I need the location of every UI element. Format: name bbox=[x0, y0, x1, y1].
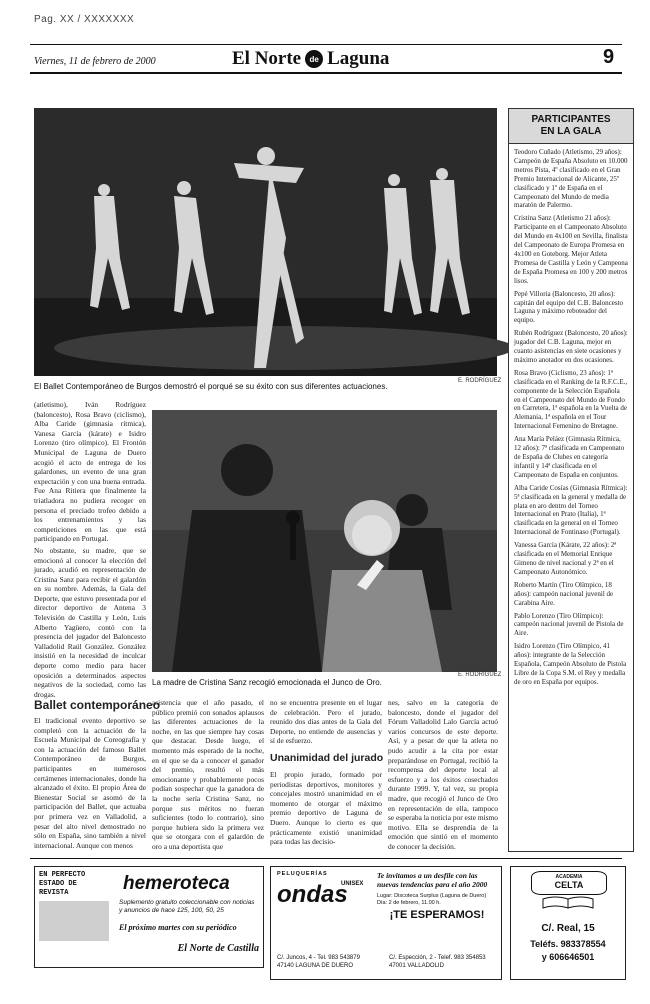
issue-date: Viernes, 11 de febrero de 2000 bbox=[34, 56, 156, 67]
left-article-column bbox=[34, 400, 146, 699]
ballet-col-1: El tradicional evento deportivo se completó con la actuación de la Escuela Municipal de Coreografía y con la actuación del famoso Ballet Contemporáneo de Burgos, participantes en numerosos certámenes internacionales, donde ha alcanzado el éxito. El propio Área de Bienestar Social se asomó de la participación del Ballet, que actuaba por primera vez en Valladolid, a pesar del alto nivel demostrado no sólo en España, sino también a nivel internacional. Aunque con menos bbox=[34, 716, 146, 850]
hemeroteca-paper: El Norte de Castilla bbox=[177, 943, 259, 954]
sidebar-title-line-2: EN LA GALA bbox=[540, 126, 602, 137]
ondas-date: Día: 2 de febrero, 11.00 h. bbox=[377, 900, 441, 906]
left-paragraph-1: (atletismo), Iván Rodríguez (baloncesto), Rosa Bravo (ciclismo), Alba Caride (gimnasia rítmica), Vanesa García (kárate) e Isidro Lorenzo (tiro olímpico). El Frontón Municipal de Laguna de Duero acogió el acto de entrega de los galardones, un evento de una gran expectación y con una buena entrada. Fue Ana Ritiera que finalmente la triatladora no pudiera recoger en persona el preciado trofeo debido a los entrenamientos y las competiciones en las que está participando en Portugal. bbox=[34, 400, 146, 544]
ondas-address-1-line-2: 47140 LAGUNA DE DUERO bbox=[277, 962, 354, 969]
celta-phone-2: y 606646501 bbox=[541, 952, 595, 962]
celta-logo bbox=[531, 871, 607, 895]
celta-sub: ACADEMIA bbox=[555, 874, 583, 880]
ballet-col-4: nes, salvo en la categoría de baloncesto, donde el jugador del Fórum Valladolid Lalo García actuó varios concursos de este deporte. Así, y a pesar de que la atleta no pudo acudir a la cita por estar preparándose en Portugal, recibió la recompensa del deporte local al esfuerzo y a los éxitos cosechados durante 1999. Y, tal vez, su propia madre, que recogió el Junco de Oro en representación de ella, tampoco se esperaba la noticia por este mismo motivo. Ella se desprendía de la emoción que sintió en el momento de conocer la decisión. bbox=[388, 698, 499, 851]
participant-entry: Alba Caride Cosías (Gimnasia Rítmica): 5ª clasificada en la general y medalla de plata en aro dentro del Torneo Internacional en Prato (Italia), 1ª clasificada en la general en el Torneo Internacional de Fontinaso (Portugal). bbox=[514, 483, 628, 537]
main-photo-credit: E. RODRÍGUEZ bbox=[458, 378, 502, 384]
award-photo-caption: La madre de Cristina Sanz recogió emocionada el Junco de Oro. bbox=[152, 678, 382, 687]
page-label: Pag. XX / XXXXXXX bbox=[34, 14, 135, 25]
ondas-brand: ondas bbox=[277, 881, 348, 908]
participant-entry: Cristina Sanz (Atletismo 21 años): Participante en el Campeonato Absoluto del Mundo en 4x100 en Sevilla, finalista del Campeonato de Europa Promesa en 4x100 en Goteborg. Mejor Atleta Promesa de Castilla y León y Campeona de España Promesa en 100 y 200 metros lisos. bbox=[514, 214, 628, 285]
celta-address: C/. Real, 15 bbox=[541, 923, 595, 934]
participant-entry: Teodoro Cuñado (Atletismo, 29 años): Campeón de España Absoluto en 10.000 metros Pista, 4º clasificado en el Gran Premio Internacional de Alicante, 25º clasificado y 1º de España en el Campeonato del Mundo de media maratón de Palermo. bbox=[514, 148, 628, 210]
main-photo bbox=[34, 108, 497, 376]
ondas-headline bbox=[377, 871, 497, 889]
ondas-cta: ¡TE ESPERAMOS! bbox=[389, 909, 485, 921]
ballet-heading: Ballet contemporáneo bbox=[34, 698, 161, 712]
sidebar-title bbox=[509, 109, 633, 144]
left-paragraph-2: No obstante, su madre, que se emocionó al conocer la elección del jurado, acudió en representación de Cristina Sanz para recibir el galardón en su nombre. Además, la Gala del Deporte, que estuvo presentada por el director deportivo de Antena 3 Televisión de Castilla y León, Luis Alberto Yagüero, contó con la presencia del jugador del Baloncesto Valladolid Raúl González. González insistió en la necesidad de inculcar deporte como medio para hacer oposición a determinados aspectos negativos de la sociedad, como las drogas. bbox=[34, 545, 146, 699]
award-photo-credit: E. RODRÍGUEZ bbox=[458, 672, 502, 678]
ballet-dancers-image bbox=[34, 108, 497, 376]
ondas-headline-2: nuevas tendencias para el año 2000 bbox=[377, 880, 488, 889]
sidebar-title-line-1: PARTICIPANTES bbox=[531, 114, 611, 125]
participant-entry: Isidro Lorenzo (Tiro Olímpico, 41 años): integrante de la Selección Española, Campeón Absoluto de Pistola Libre de la Copa S.M. el Rey y medalla de oro en España por equipos. bbox=[514, 642, 627, 686]
participant-entry: Ana María Peláez (Gimnasia Rítmica, 12 años): 7ª clasificada en Campeonato de España de Clubes en categoría infantil y 14ª clasificada en el Campeonato de España en conjuntos. bbox=[514, 435, 625, 479]
hemeroteca-ad bbox=[34, 866, 264, 968]
ondas-place: Lugar: Discoteca Surplus (Laguna de Duero) bbox=[377, 893, 487, 899]
main-photo-caption: El Ballet Contemporáneo de Burgos demostró el porqué se su éxito con sus diferentes actuaciones. bbox=[34, 382, 388, 391]
ondas-address-2 bbox=[389, 955, 499, 970]
ballet-col-3a: no se encuentra presente en el lugar de celebración. Pero el jurado, reunido dos días antes de la Gala del Deporte, no entiende de ausencias y sí de esfuerzo. bbox=[270, 698, 382, 746]
ondas-address-1 bbox=[277, 955, 377, 970]
award-photo bbox=[152, 410, 497, 672]
celta-phone-1: Teléfs. 983378554 bbox=[530, 939, 606, 949]
award-ceremony-image bbox=[152, 410, 497, 672]
jury-heading: Unanimidad del jurado bbox=[270, 752, 384, 764]
hemeroteca-box bbox=[39, 871, 109, 898]
ondas-sub-brand: UNISEX bbox=[341, 881, 364, 887]
ondas-details bbox=[377, 893, 497, 907]
old-newspaper-icon bbox=[39, 901, 109, 941]
participant-entry: Pepé Villoria (Baloncesto, 20 años): capitán del equipo del C.B. Baloncesto Laguna y máximo reboteador del equipo. bbox=[514, 289, 624, 325]
header-rule-bottom bbox=[30, 72, 622, 74]
participant-entry: Rosa Bravo (Ciclismo, 23 años): 1ª clasificada en el Ranking de la R.F.C.E., componente de la Selección Española en el Campeonato del Mundo de Fondo en Carretera, 1ª española en la Vuelta de Alemania, 1ª española en el Tour Internacional Femenino de Bretagne. bbox=[514, 368, 628, 431]
masthead-left: El Norte bbox=[232, 48, 302, 69]
hemeroteca-subtitle: Suplemento gratuito coleccionable con noticias y anuncios de hace 125, 100, 50, 25 bbox=[119, 899, 255, 914]
ondas-label: PELUQUERÍAS bbox=[277, 871, 328, 877]
ballet-col-2: asistencia que el año pasado, el público premió con sonados aplausos las diferentes actuaciones de la noche, en las que siempre hay cosas que destacar. Desde luego, el momento más esperado de la noche, en el que se da a conocer el ganador del premio, resultó el más emocionante y probablemente pocos podían sospechar que la ganadora de la noche sería Cristina Sanz, no porque sus méritos no fueran suficientes (todo lo contrario), sino porque hubiera sido la primera vez que se otorgara con el galardón de oro a una deportista que bbox=[152, 698, 264, 851]
hemeroteca-box-line-1: EN PERFECTO bbox=[39, 871, 86, 879]
hemeroteca-box-line-3: REVISTA bbox=[39, 889, 69, 897]
participant-entry: Pablo Lorenzo (Tiro Olímpico): campeón nacional juvenil de Pistola de Aire. bbox=[514, 611, 624, 638]
sidebar-body bbox=[509, 144, 633, 695]
participant-entry: Roberto Martín (Tiro Olímpico, 18 años): campeón nacional juvenil de Carabina Aire. bbox=[514, 580, 614, 607]
hemeroteca-tagline: El próximo martes con su periódico bbox=[119, 923, 237, 932]
participant-entry: Rubén Rodríguez (Baloncesto, 20 años): jugador del C.B. Laguna, mejor en cuanto asistencias en siete ocasiones y máximo anotador en dos ocasiones. bbox=[514, 329, 628, 364]
open-book-icon bbox=[541, 895, 595, 909]
ondas-headline-1: Te invitamos a un desfile con las bbox=[377, 871, 478, 880]
participants-sidebar bbox=[508, 108, 634, 852]
ondas-address-2-line-1: C/. Espección, 2 - Telef. 983 354853 bbox=[389, 955, 486, 961]
celta-ad bbox=[510, 866, 626, 980]
hemeroteca-box-line-2: ESTADO DE bbox=[39, 880, 77, 888]
hemeroteca-title: hemeroteca bbox=[123, 873, 230, 894]
ondas-ad bbox=[270, 866, 502, 980]
participant-entry: Vanessa García (Kárate, 22 años): 2ª clasificada en el Memorial Enrique Gimeno de nivel nacional y 2ª en el Campeonato Autonómico. bbox=[514, 541, 617, 576]
ondas-address-2-line-2: 47001 VALLADOLID bbox=[389, 962, 444, 969]
masthead-right: Laguna bbox=[327, 48, 390, 69]
ballet-col-3b: El propio jurado, formado por periodistas deportivos, monitores y concejales mostró unanimidad en el momento de otorgar el máximo premio deportivo de Laguna de Duero. Aunque lo cierto es que prácticamente existió unanimidad para todas las decisio- bbox=[270, 770, 382, 847]
masthead bbox=[232, 48, 389, 70]
masthead-logo-icon: de bbox=[305, 50, 323, 68]
celta-brand: CELTA bbox=[554, 880, 584, 890]
footer-rule bbox=[30, 858, 622, 859]
header-rule-top bbox=[30, 44, 622, 45]
ondas-address-1-line-1: C/. Juncos, 4 - Tel. 983 543879 bbox=[277, 955, 360, 961]
page-number: 9 bbox=[603, 46, 615, 68]
